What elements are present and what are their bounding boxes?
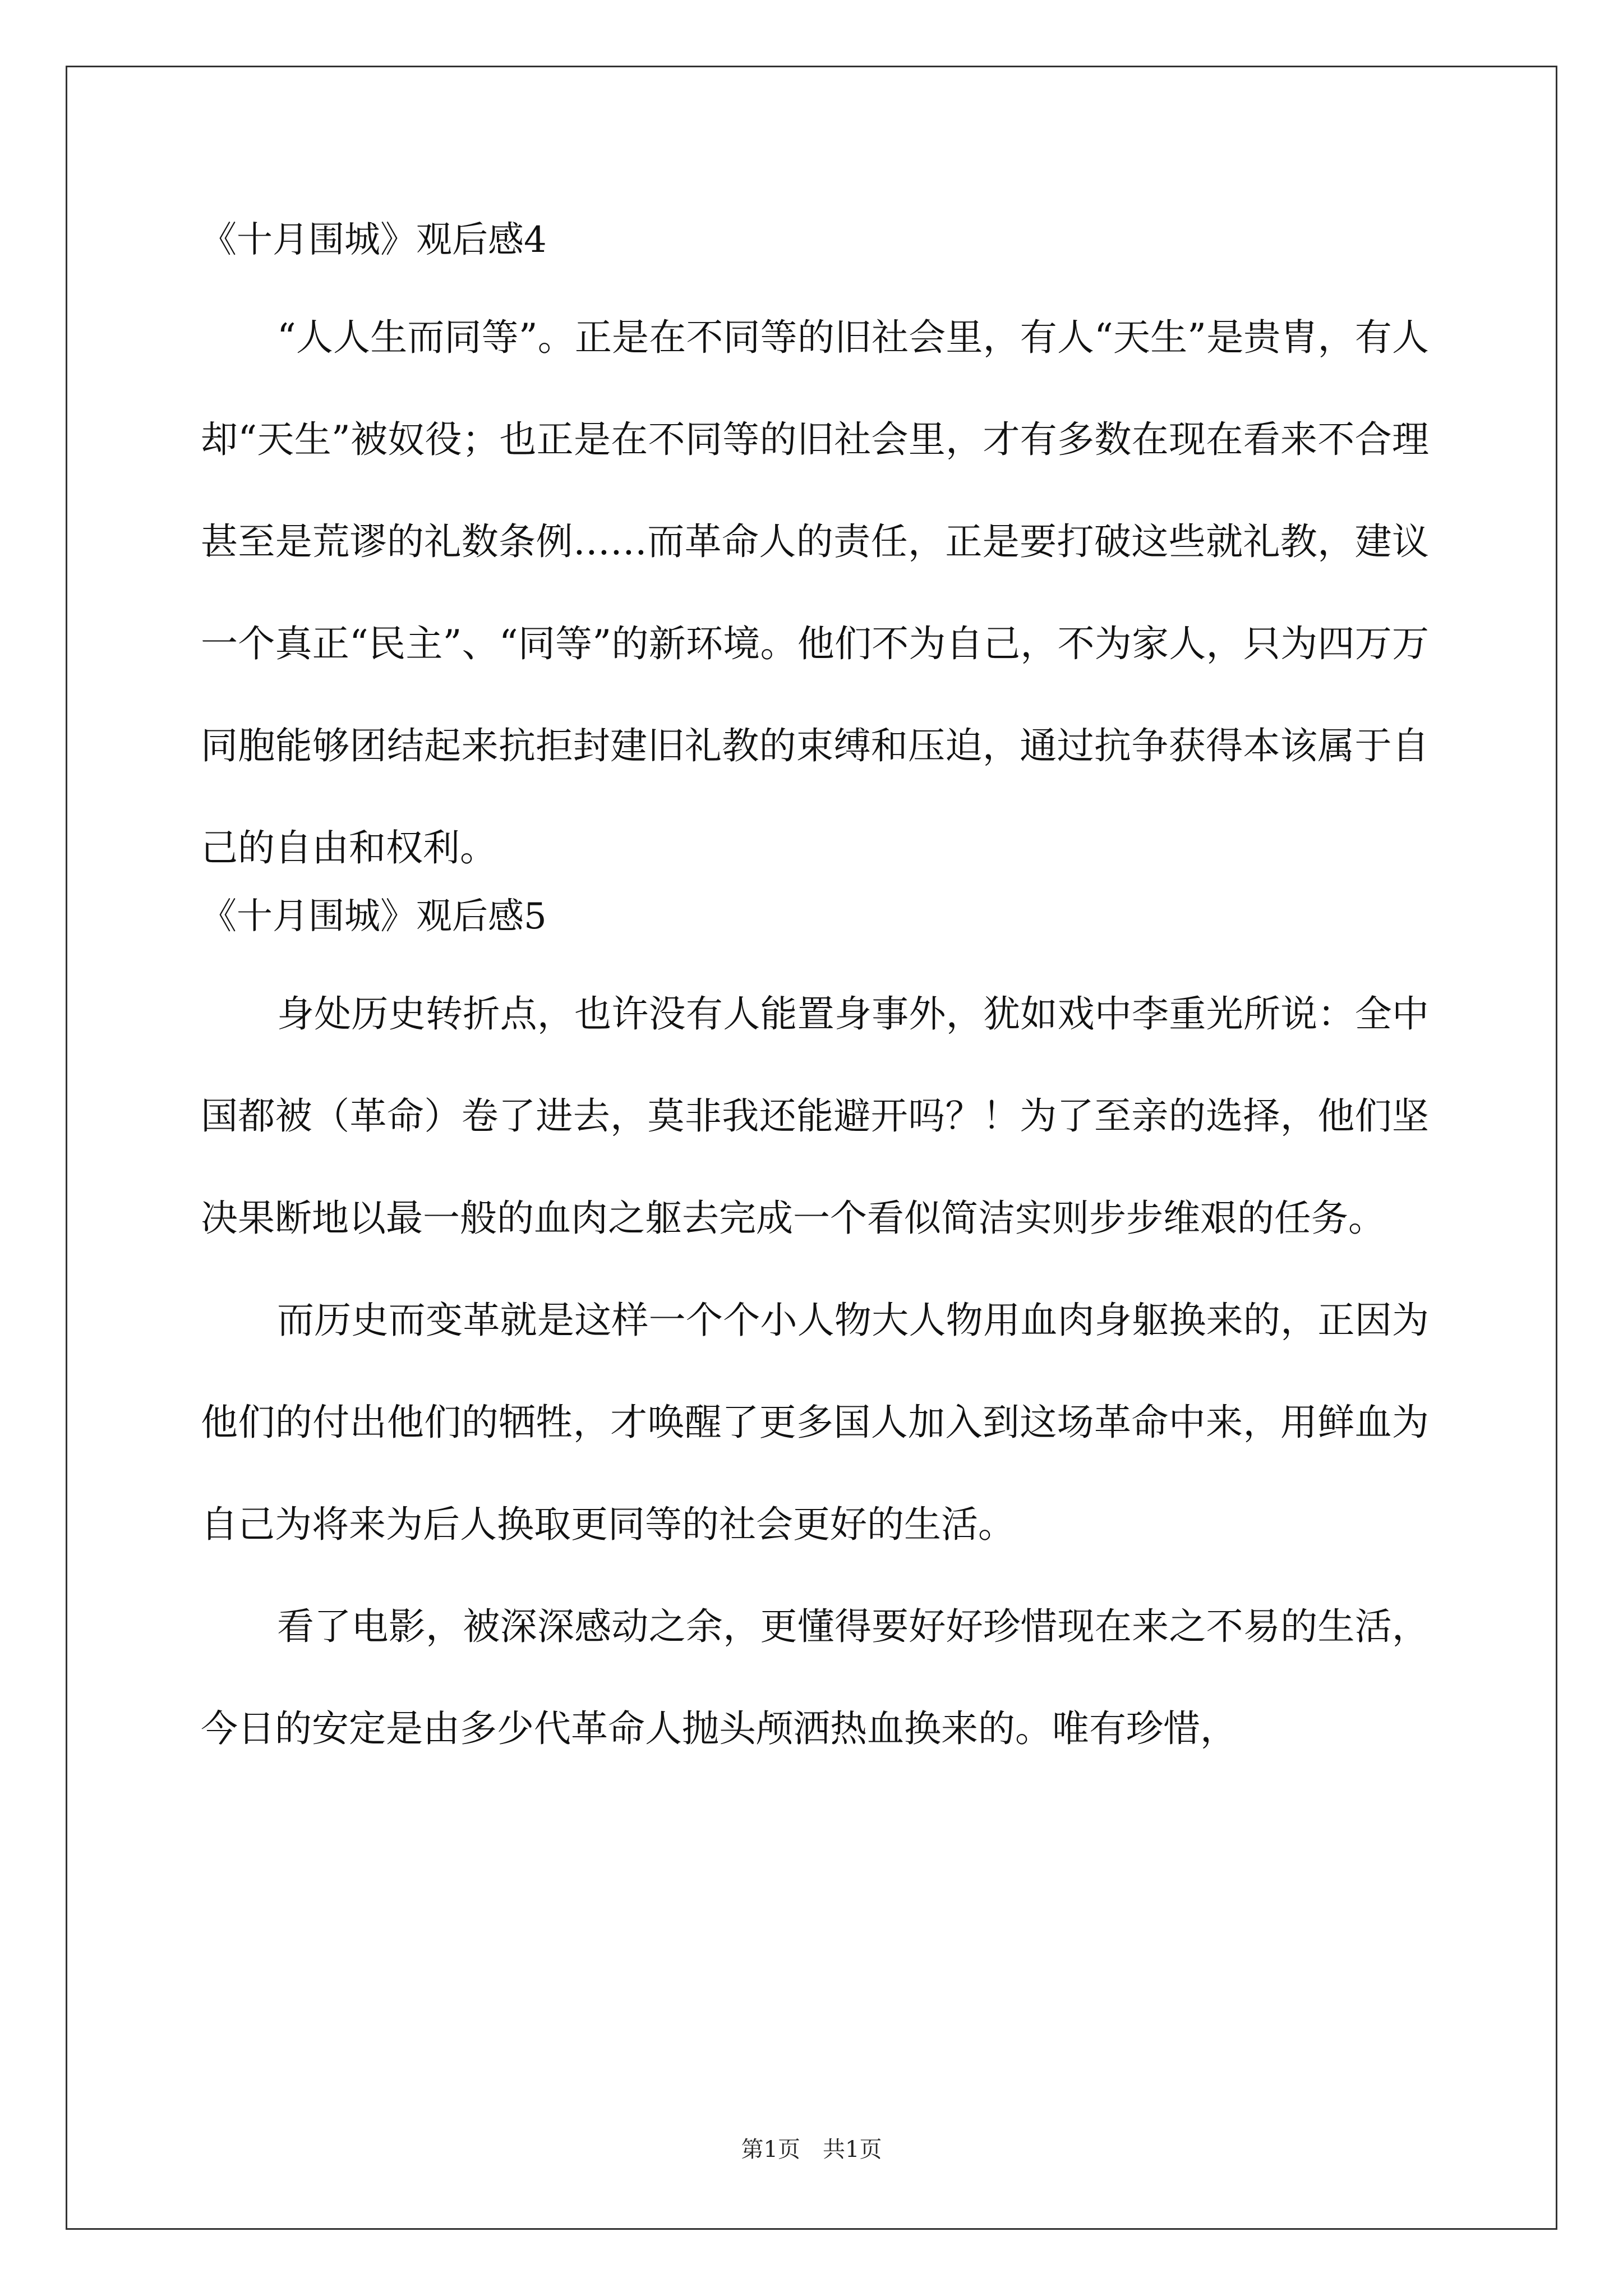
document-body bbox=[201, 208, 1429, 1780]
paragraph: “人人生而同等”。正是在不同等的旧社会里，有人“天生”是贵胄，有人却“天生”被奴役；也正是在不同等的旧社会里，才有多数在现在看来不合理甚至是荒谬的礼数条例……而革命人的责任，正是要打破这些就礼教，建议一个真正“民主”、“同等”的新环境。他们不为自己，不为家人，只为四万万同胞能够团结起来抗拒封建旧礼教的束缚和压迫，通过抗争获得本该属于自己的自由和权利。 bbox=[201, 316, 1429, 869]
paragraph: 而历史而变革就是这样一个个小人物大人物用血肉身躯换来的，正因为他们的付出他们的牺牲，才唤醒了更多国人加入到这场革命中来，用鲜血为自己为将来为后人换取更同等的社会更好的生活。 bbox=[201, 1299, 1429, 1546]
section-title: 《十月围城》观后感4 bbox=[201, 219, 547, 261]
section-title: 《十月围城》观后感5 bbox=[201, 896, 547, 937]
paragraph: 看了电影，被深深感动之余，更懂得要好好珍惜现在来之不易的生活，今日的安定是由多少代革命人抛头颅洒热血换来的。唯有珍惜， bbox=[201, 1605, 1429, 1750]
paragraph: 身处历史转折点，也许没有人能置身事外，犹如戏中李重光所说：全中国都被（革命）卷了进去，莫非我还能避开吗？！为了至亲的选择，他们坚决果断地以最一般的血肉之躯去完成一个看似简洁实则步步维艰的任务。 bbox=[201, 992, 1429, 1240]
page-number-footer: 第1页 共1页 bbox=[741, 2137, 882, 2162]
